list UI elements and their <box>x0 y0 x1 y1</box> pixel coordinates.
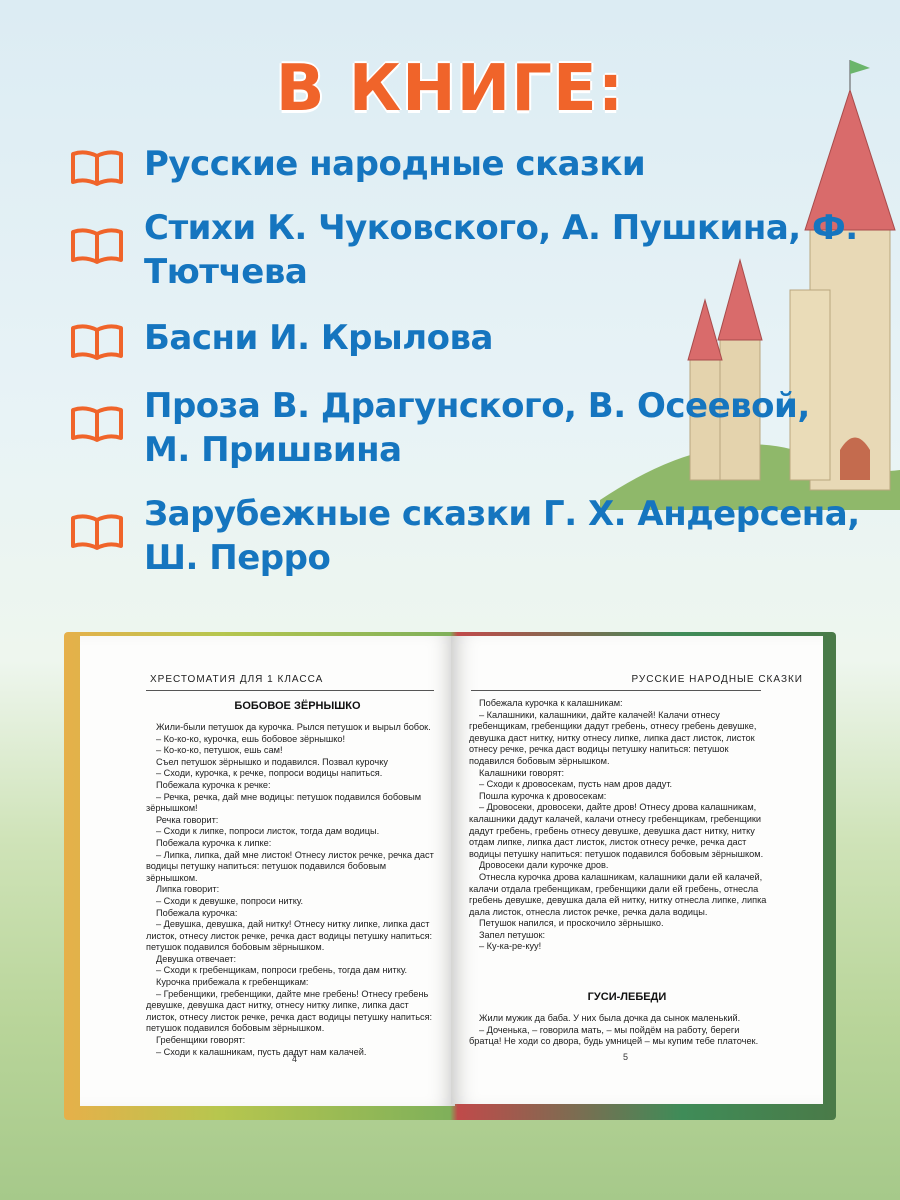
page-number: 5 <box>623 1052 629 1062</box>
text-line: Речка говорит: <box>156 814 219 825</box>
contents-item <box>70 206 860 294</box>
text-line: – Ко-ко-ко, петушок, ешь сам! <box>156 745 283 756</box>
text-line: – Ко-ко-ко, курочка, ешь бобовое зёрнышко! <box>156 733 346 744</box>
page-header: ХРЕСТОМАТИЯ ДЛЯ 1 КЛАССА <box>150 674 324 685</box>
contents-item <box>70 492 860 580</box>
text-line: – Дровосеки, дровосеки, дайте дров! Отнесу дрова калашникам, калашники дадут калачей, калачи отнесу гребенщикам, гребенщики дадут гребень, гребень отнесу девушке, девушка даст нитку, нитку отдам липке, липка даст листок, листок отнесу речке, речка даст водицы петушку напиться: петушок подавился бобовым зёрнышком. <box>469 802 764 859</box>
story-text <box>469 698 769 953</box>
contents-item-label: Зарубежные сказки Г. Х. Андерсена, Ш. Перро <box>144 494 860 578</box>
text-line: Побежала курочка к липке: <box>156 837 272 848</box>
text-line: Курочка прибежала к гребенщикам: <box>156 977 309 988</box>
text-line: – Доченька, – говорила мать, – мы пойдём на работу, береги братца! Не ходи со двора, будь умницей – мы купим тебе платочек. <box>469 1024 759 1047</box>
text-line: – Сходи к дровосекам, пусть нам дров дадут. <box>479 779 673 790</box>
story-title: БОБОВОЕ ЗЁРНЫШКО <box>234 700 361 712</box>
text-line: – Гребенщики, гребенщики, дайте мне гребень! Отнесу гребень девушке, девушка даст нитку, отнесу нитку липке, липка даст листок, отнесу листок речке, речка даст водицы петушку напиться: петушок подавился бобовым зёрнышком. <box>146 988 433 1034</box>
contents-item-label: Проза В. Драгунского, В. Осеевой, М. Пришвина <box>144 386 810 470</box>
contents-item-label: Стихи К. Чуковского, А. Пушкина, Ф. Тютчева <box>144 208 858 292</box>
text-line: Липка говорит: <box>156 884 220 895</box>
text-line: – Ку-ка-ре-куу! <box>479 941 542 952</box>
text-line: Калашники говорят: <box>479 767 565 778</box>
open-book <box>64 632 836 1120</box>
story-title: ГУСИ-ЛЕБЕДИ <box>587 991 667 1003</box>
open-book-icon <box>70 512 124 552</box>
open-book-icon <box>70 322 124 362</box>
text-line: Отнесла курочка дрова калашникам, калашники дали ей калачей, калачи отдала гребенщикам, гребенщики дали ей гребень, отнесла гребень девушке, девушка дала ей нитку, нитку отнесла липке, липка дала листок, отнесла листок речке, речка дала водицы. <box>469 871 767 917</box>
text-line: Жили мужик да баба. У них была дочка да сынок маленький. <box>479 1013 741 1023</box>
page-number: 4 <box>292 1054 298 1064</box>
text-line: – Липка, липка, дай мне листок! Отнесу листок речке, речка даст водицы петушку напиться: петушок подавился бобовым зёрнышком. <box>146 849 434 883</box>
text-line: Пошла курочка к дровосекам: <box>479 790 607 801</box>
text-line: Запел петушок: <box>479 929 546 940</box>
contents-item-label: Русские народные сказки <box>144 144 646 184</box>
text-line: – Девушка, девушка, дай нитку! Отнесу нитку липке, липка даст листок, отнесу листок речке, речка даст водицы петушку напиться: петушок подавился бобовым зёрнышком. <box>146 919 433 953</box>
text-line: Побежала курочка к калашникам: <box>479 698 623 708</box>
text-line: – Речка, речка, дай мне водицы: петушок подавился бобовым зёрнышком! <box>146 791 422 814</box>
text-line: Побежала курочка: <box>156 907 238 918</box>
contents-item <box>70 142 860 188</box>
open-book-icon <box>70 148 124 188</box>
story-text <box>469 1013 769 1048</box>
page-header: РУССКИЕ НАРОДНЫЕ СКАЗКИ <box>631 674 803 685</box>
open-book-icon <box>70 226 124 266</box>
text-line: – Калашники, калашники, дайте калачей! Калачи отнесу гребенщикам, гребенщики дадут гребень, отнесу гребень девушке, девушка даст нитку, нитку отнесу липке, липка даст листок, листок отнесу речке, речка даст водицы петушку напиться: петушок подавился бобовым зёрнышком. <box>469 709 757 766</box>
text-line: Петушок напился, и проскочило зёрнышко. <box>479 918 664 929</box>
text-line: Девушка отвечает: <box>156 953 237 964</box>
header-rule <box>146 690 434 691</box>
text-line: Съел петушок зёрнышко и подавился. Позвал курочку <box>156 756 388 767</box>
text-line: Побежала курочка к речке: <box>156 779 271 790</box>
text-line: Дровосеки дали курочке дров. <box>479 860 609 871</box>
contents-item-label: Басни И. Крылова <box>144 318 493 358</box>
book-page-right <box>451 636 823 1104</box>
contents-item <box>70 384 860 472</box>
text-line: – Сходи к липке, попроси листок, тогда дам водицы. <box>156 826 380 837</box>
contents-item <box>70 316 860 362</box>
book-page-left <box>80 636 455 1106</box>
open-book-icon <box>70 404 124 444</box>
text-line: – Сходи к девушке, попроси нитку. <box>156 895 304 906</box>
header-rule <box>471 690 761 691</box>
text-line: – Сходи к калашникам, пусть дадут нам калачей. <box>156 1046 367 1057</box>
page-heading: В КНИГЕ: <box>275 52 625 126</box>
text-line: – Сходи к гребенщикам, попроси гребень, тогда дам нитку. <box>156 965 408 976</box>
story-text <box>146 722 436 1058</box>
text-line: Жили-были петушок да курочка. Рылся петушок и вырыл бобок. <box>156 722 431 732</box>
text-line: – Сходи, курочка, к речке, попроси водицы напиться. <box>156 768 383 779</box>
text-line: Гребенщики говорят: <box>156 1035 246 1046</box>
